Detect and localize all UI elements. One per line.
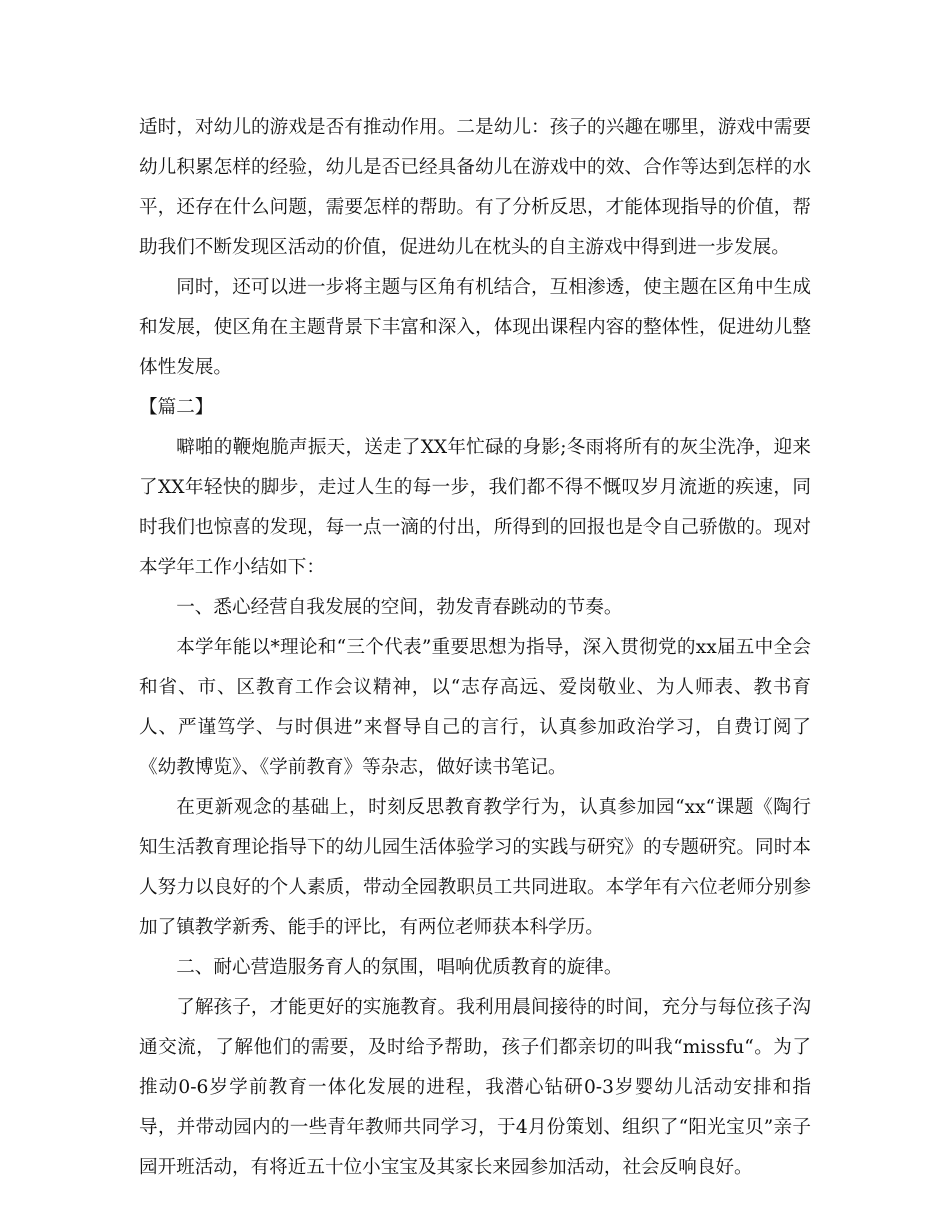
subheading-one: 一、悉心经营自我发展的空间，勃发青春跳动的节奏。 [176, 597, 623, 618]
paragraph-continued: 适时，对幼儿的游戏是否有推动作用。二是幼儿：孩子的兴趣在哪里，游戏中需要幼儿积累怎样的经验，幼儿是否已经具备幼儿在游戏中的效、合作等达到怎样的水平，还存在什么问题，需要怎样的帮助。有了分析反思，才能体现指导的价值，帮助我们不断发现区活动的价值，促进幼儿在枕头的自主游戏中得到进一步发展。 [139, 117, 811, 258]
section-heading-part-two: 【篇二】 [139, 397, 214, 418]
subheading-two: 二、耐心营造服务育人的氛围，唱响优质教育的旋律。 [176, 957, 623, 978]
paragraph-theme-integration: 同时，还可以进一步将主题与区角有机结合，互相渗透，使主题在区角中生成和发展，使区角在主题背景下丰富和深入，体现出课程内容的整体性，促进幼儿整体性发展。 [139, 277, 811, 378]
document-body [139, 108, 811, 1188]
paragraph-research: 在更新观念的基础上，时刻反思教育教学行为，认真参加园“xx“课题《陶行知生活教育理论指导下的幼儿园生活体验学习的实践与研究》的专题研究。同时本人努力以良好的个人素质，带动全园教职员工共同进取。本学年有六位老师分别参加了镇教学新秀、能手的评比，有两位老师获本科学历。 [139, 797, 811, 938]
paragraph-understanding-children: 了解孩子，才能更好的实施教育。我利用晨间接待的时间，充分与每位孩子沟通交流，了解他们的需要，及时给予帮助，孩子们都亲切的叫我“missfu“。为了推动0-6岁学前教育一体化发展的进程，我潜心钻研0-3岁婴幼儿活动安排和指导，并带动园内的一些青年教师共同学习，于4月份策划、组织了“阳光宝贝”亲子园开班活动，有将近五十位小宝宝及其家长来园参加活动，社会反响良好。 [139, 997, 811, 1178]
paragraph-intro: 噼啪的鞭炮脆声振天，送走了XX年忙碌的身影;冬雨将所有的灰尘洗净，迎来了XX年轻快的脚步，走过人生的每一步，我们都不得不慨叹岁月流逝的疾速，同时我们也惊喜的发现，每一点一滴的付出，所得到的回报也是令自己骄傲的。现对本学年工作小结如下： [139, 437, 811, 578]
paragraph-political-study: 本学年能以*理论和“三个代表”重要思想为指导，深入贯彻党的xx届五中全会和省、市、区教育工作会议精神，以“志存高远、爱岗敬业、为人师表、教书育人、严谨笃学、与时俱进”来督导自己的言行，认真参加政治学习，自费订阅了《幼教博览》、《学前教育》等杂志，做好读书笔记。 [139, 637, 811, 778]
